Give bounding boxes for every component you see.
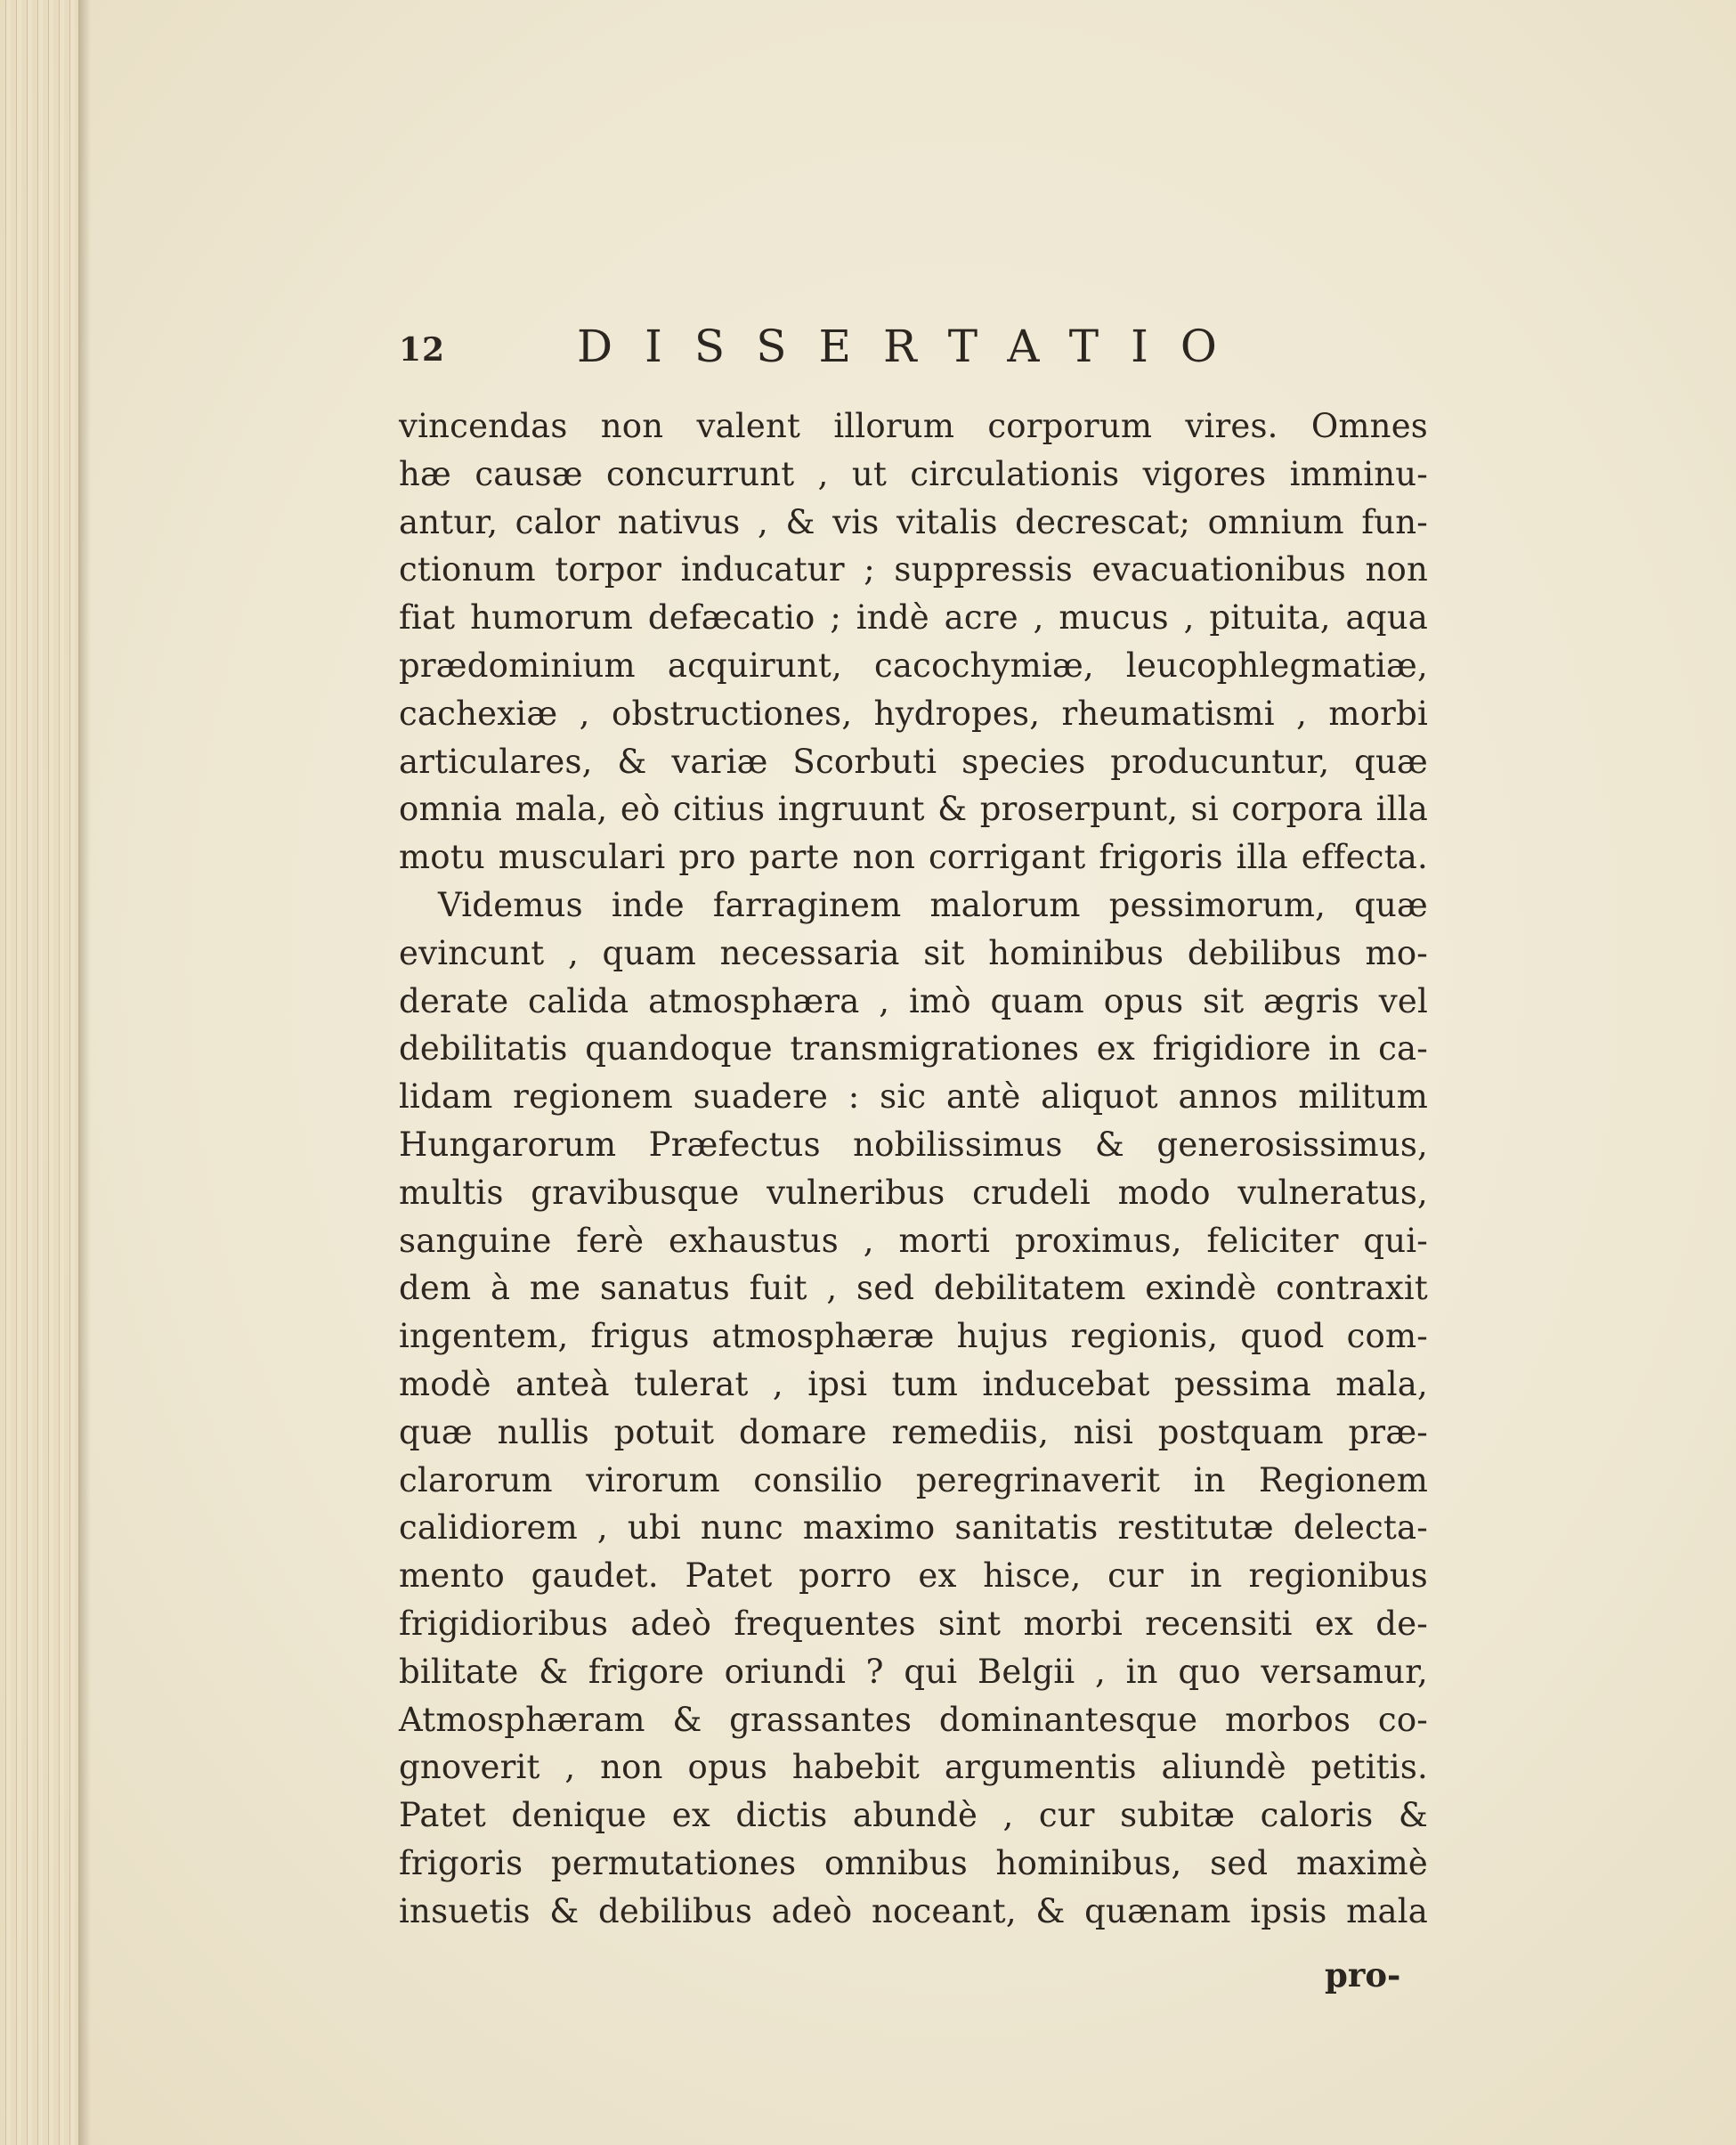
text-line: ctionum torpor inducatur ; suppressis evacuationibus non <box>399 550 1428 589</box>
gutter-shadow <box>78 0 91 2145</box>
text-line: Atmosphæram & grassantes dominantesque morbos co- <box>399 1700 1428 1739</box>
text-line: bilitate & frigore oriundi ? qui Belgii , in quo versamur, <box>399 1652 1428 1691</box>
text-line: dem à me sanatus fuit , sed debilitatem exindè contraxit <box>399 1269 1428 1308</box>
text-line: derate calida atmosphæra , imò quam opus sit ægris vel <box>399 981 1428 1020</box>
text-line: debilitatis quandoque transmigrationes ex frigidiore in ca- <box>399 1029 1428 1068</box>
text-line: omnia mala, eò citius ingruunt & proserpunt, si corpora illa <box>399 790 1428 829</box>
text-line: prædominium acquirunt, cacochymiæ, leucophlegmatiæ, <box>399 646 1428 685</box>
text-line: fiat humorum defæcatio ; indè acre , mucus , pituita, aqua <box>399 598 1428 638</box>
page-edges <box>0 0 80 2145</box>
text-line: Hungarorum Præfectus nobilissimus & generosissimus, <box>399 1125 1428 1164</box>
running-title: DISSERTATIO <box>577 321 1249 372</box>
text-line: frigidioribus adeò frequentes sint morbi recensiti ex de- <box>399 1604 1428 1643</box>
text-line: cachexiæ , obstructiones, hydropes, rheumatismi , morbi <box>399 694 1428 733</box>
text-line: lidam regionem suadere : sic antè aliquot annos militum <box>399 1077 1428 1117</box>
text-line: ingentem, frigus atmosphæræ hujus regionis, quod com- <box>399 1317 1428 1356</box>
text-line: multis gravibusque vulneribus crudeli modo vulneratus, <box>399 1173 1428 1212</box>
text-line: mento gaudet. Patet porro ex hisce, cur in regionibus <box>399 1556 1428 1596</box>
text-line: insuetis & debilibus adeò noceant, & quænam ipsis mala <box>399 1891 1428 1930</box>
text-line: gnoverit , non opus habebit argumentis aliundè petitis. <box>399 1748 1428 1787</box>
text-line: sanguine ferè exhaustus , morti proximus, feliciter qui- <box>399 1221 1428 1260</box>
text-line: modè anteà tulerat , ipsi tum inducebat pessima mala, <box>399 1364 1428 1403</box>
text-line: hæ causæ concurrunt , ut circulationis vigores imminu- <box>399 454 1428 493</box>
page-header <box>399 321 1428 374</box>
text-line: evincunt , quam necessaria sit hominibus debilibus mo- <box>399 933 1428 972</box>
text-line: quæ nullis potuit domare remediis, nisi postquam præ- <box>399 1412 1428 1451</box>
text-line: vincendas non valent illorum corporum vires. Omnes <box>399 407 1428 445</box>
text-line: Patet denique ex dictis abundè , cur subitæ caloris & <box>399 1796 1428 1835</box>
text-line: calidiorem , ubi nunc maximo sanitatis restitutæ delecta- <box>399 1508 1428 1548</box>
text-line: articulares, & variæ Scorbuti species producuntur, quæ <box>399 742 1428 781</box>
body-text <box>399 402 1428 1936</box>
paragraph-start-line: Videmus inde farraginem malorum pessimorum, quæ <box>438 885 1428 924</box>
text-line: frigoris permutationes omnibus hominibus, sed maximè <box>399 1843 1428 1882</box>
text-line: motu musculari pro parte non corrigant frigoris illa effecta. <box>399 838 1428 877</box>
catchword: pro- <box>1325 1955 1401 1995</box>
text-line: antur, calor nativus , & vis vitalis decrescat; omnium fun- <box>399 502 1428 541</box>
text-line: clarorum virorum consilio peregrinaverit in Regionem <box>399 1460 1428 1499</box>
page-number: 12 <box>399 331 446 369</box>
